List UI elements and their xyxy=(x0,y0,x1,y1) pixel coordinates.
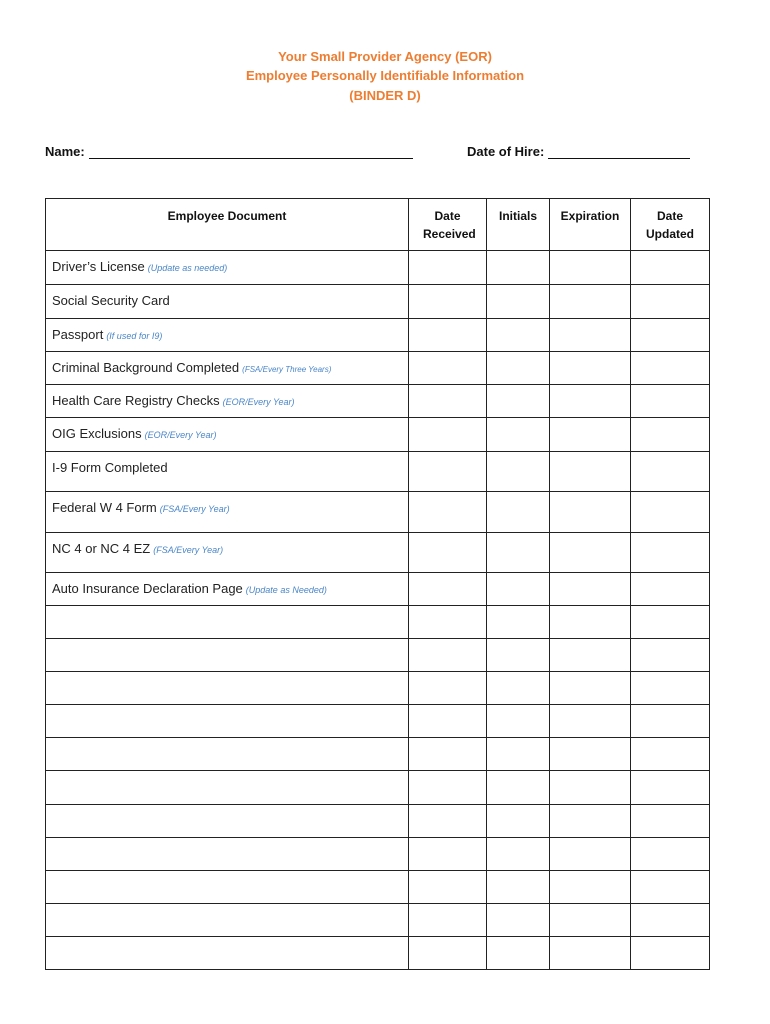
initials-cell[interactable] xyxy=(487,871,550,904)
table-row xyxy=(46,838,710,871)
date-received-cell[interactable] xyxy=(409,705,487,738)
initials-cell[interactable] xyxy=(487,838,550,871)
date-received-cell[interactable] xyxy=(409,285,487,319)
table-row xyxy=(46,738,710,771)
table-row xyxy=(46,771,710,805)
date-received-cell[interactable] xyxy=(409,533,487,573)
document-name: I-9 Form Completed xyxy=(52,460,168,475)
expiration-cell[interactable] xyxy=(550,573,631,606)
table-row xyxy=(46,251,710,285)
document-cell xyxy=(46,573,409,606)
initials-cell[interactable] xyxy=(487,771,550,805)
document-cell xyxy=(46,705,409,738)
form-title: Employee Personally Identifiable Information xyxy=(245,68,525,83)
initials-cell[interactable] xyxy=(487,738,550,771)
initials-cell[interactable] xyxy=(487,533,550,573)
document-cell xyxy=(46,871,409,904)
document-cell xyxy=(46,418,409,452)
col-date-received: Date Received xyxy=(409,199,487,251)
date-received-cell[interactable] xyxy=(409,418,487,452)
table-row xyxy=(46,418,710,452)
table-row xyxy=(46,385,710,418)
initials-cell[interactable] xyxy=(487,492,550,533)
date-updated-cell[interactable] xyxy=(631,285,710,319)
document-cell xyxy=(46,385,409,418)
date-received-cell[interactable] xyxy=(409,319,487,352)
initials-cell[interactable] xyxy=(487,606,550,639)
date-updated-cell[interactable] xyxy=(631,533,710,573)
date-of-hire-row xyxy=(467,144,690,159)
date-received-cell[interactable] xyxy=(409,904,487,937)
date-updated-cell[interactable] xyxy=(631,838,710,871)
date-updated-cell[interactable] xyxy=(631,937,710,970)
document-cell xyxy=(46,606,409,639)
table-row xyxy=(46,492,710,533)
table-row xyxy=(46,705,710,738)
table-row xyxy=(46,871,710,904)
date-updated-cell[interactable] xyxy=(631,738,710,771)
table-row xyxy=(46,452,710,492)
date-updated-cell[interactable] xyxy=(631,492,710,533)
expiration-cell[interactable] xyxy=(550,606,631,639)
table-row xyxy=(46,606,710,639)
document-cell xyxy=(46,771,409,805)
document-note: (EOR/Every Year) xyxy=(222,397,295,407)
name-field-row xyxy=(45,144,413,159)
document-cell xyxy=(46,492,409,533)
initials-cell[interactable] xyxy=(487,639,550,672)
date-received-cell[interactable] xyxy=(409,937,487,970)
initials-cell[interactable] xyxy=(487,285,550,319)
document-note: (Update as needed) xyxy=(147,263,228,273)
binder-label: (BINDER D) xyxy=(349,88,421,103)
document-cell xyxy=(46,838,409,871)
col-initials: Initials xyxy=(487,199,550,251)
date-updated-cell[interactable] xyxy=(631,705,710,738)
date-received-cell[interactable] xyxy=(409,352,487,385)
initials-cell[interactable] xyxy=(487,251,550,285)
col-expiration: Expiration xyxy=(550,199,631,251)
date-updated-cell[interactable] xyxy=(631,904,710,937)
document-name: Health Care Registry Checks xyxy=(52,393,220,408)
table-header-row xyxy=(46,199,710,251)
document-note: (Update as Needed) xyxy=(245,585,327,595)
date-received-cell[interactable] xyxy=(409,452,487,492)
expiration-cell[interactable] xyxy=(550,672,631,705)
document-name: Auto Insurance Declaration Page xyxy=(52,581,243,596)
document-cell xyxy=(46,352,409,385)
initials-cell[interactable] xyxy=(487,418,550,452)
expiration-cell[interactable] xyxy=(550,352,631,385)
document-note: (FSA/Every Year) xyxy=(159,504,230,514)
expiration-cell[interactable] xyxy=(550,319,631,352)
expiration-cell[interactable] xyxy=(550,452,631,492)
date-updated-cell[interactable] xyxy=(631,771,710,805)
initials-cell[interactable] xyxy=(487,385,550,418)
document-name: OIG Exclusions xyxy=(52,426,142,441)
initials-cell[interactable] xyxy=(487,937,550,970)
date-updated-cell[interactable] xyxy=(631,352,710,385)
date-received-cell[interactable] xyxy=(409,871,487,904)
document-cell xyxy=(46,937,409,970)
initials-cell[interactable] xyxy=(487,319,550,352)
col-date-updated: Date Updated xyxy=(631,199,710,251)
initials-cell[interactable] xyxy=(487,573,550,606)
date-received-cell[interactable] xyxy=(409,492,487,533)
expiration-cell[interactable] xyxy=(550,904,631,937)
initials-cell[interactable] xyxy=(487,705,550,738)
date-received-cell[interactable] xyxy=(409,251,487,285)
expiration-cell[interactable] xyxy=(550,639,631,672)
document-note: (If used for I9) xyxy=(106,331,163,341)
document-cell xyxy=(46,452,409,492)
document-cell xyxy=(46,672,409,705)
document-cell xyxy=(46,805,409,838)
date-received-cell[interactable] xyxy=(409,805,487,838)
col-employee-document: Employee Document xyxy=(46,199,409,251)
initials-cell[interactable] xyxy=(487,352,550,385)
document-name: Criminal Background Completed xyxy=(52,360,240,375)
expiration-cell[interactable] xyxy=(550,285,631,319)
expiration-cell[interactable] xyxy=(550,838,631,871)
date-updated-cell[interactable] xyxy=(631,319,710,352)
date-received-cell[interactable] xyxy=(409,639,487,672)
document-name: Federal W 4 Form xyxy=(52,500,157,515)
document-note: (FSA/Every Three Years) xyxy=(242,365,332,374)
expiration-cell[interactable] xyxy=(550,251,631,285)
document-cell xyxy=(46,738,409,771)
date-received-cell[interactable] xyxy=(409,838,487,871)
expiration-cell[interactable] xyxy=(550,738,631,771)
expiration-cell[interactable] xyxy=(550,533,631,573)
date-updated-cell[interactable] xyxy=(631,871,710,904)
date-updated-cell[interactable] xyxy=(631,251,710,285)
initials-cell[interactable] xyxy=(487,805,550,838)
document-cell xyxy=(46,533,409,573)
date-received-cell[interactable] xyxy=(409,672,487,705)
document-name: Driver’s License xyxy=(52,259,145,274)
date-received-cell[interactable] xyxy=(409,385,487,418)
expiration-cell[interactable] xyxy=(550,418,631,452)
document-cell xyxy=(46,904,409,937)
document-name: Passport xyxy=(52,327,104,342)
date-updated-cell[interactable] xyxy=(631,805,710,838)
table-row xyxy=(46,904,710,937)
initials-cell[interactable] xyxy=(487,904,550,937)
document-cell xyxy=(46,639,409,672)
table-row xyxy=(46,639,710,672)
document-note: (EOR/Every Year) xyxy=(144,430,217,440)
date-updated-cell[interactable] xyxy=(631,418,710,452)
table-row xyxy=(46,937,710,970)
initials-cell[interactable] xyxy=(487,672,550,705)
date-updated-cell[interactable] xyxy=(631,606,710,639)
agency-title: Your Small Provider Agency (EOR) xyxy=(278,49,492,64)
table-row xyxy=(46,805,710,838)
expiration-cell[interactable] xyxy=(550,771,631,805)
expiration-cell[interactable] xyxy=(550,805,631,838)
document-cell xyxy=(46,285,409,319)
initials-cell[interactable] xyxy=(487,452,550,492)
name-label: Name: xyxy=(45,144,85,159)
expiration-cell[interactable] xyxy=(550,492,631,533)
table-row xyxy=(46,285,710,319)
document-note: (FSA/Every Year) xyxy=(153,545,224,555)
date-received-cell[interactable] xyxy=(409,738,487,771)
table-row xyxy=(46,319,710,352)
expiration-cell[interactable] xyxy=(550,937,631,970)
table-row xyxy=(46,573,710,606)
document-name: Social Security Card xyxy=(52,293,170,308)
expiration-cell[interactable] xyxy=(550,705,631,738)
expiration-cell[interactable] xyxy=(550,385,631,418)
date-received-cell[interactable] xyxy=(409,771,487,805)
name-field[interactable] xyxy=(89,144,413,159)
table-row xyxy=(46,533,710,573)
table-row xyxy=(46,672,710,705)
date-received-cell[interactable] xyxy=(409,606,487,639)
document-cell xyxy=(46,319,409,352)
expiration-cell[interactable] xyxy=(550,871,631,904)
date-updated-cell[interactable] xyxy=(631,452,710,492)
date-received-cell[interactable] xyxy=(409,573,487,606)
table-row xyxy=(46,352,710,385)
date-of-hire-label: Date of Hire: xyxy=(467,144,545,159)
date-updated-cell[interactable] xyxy=(631,385,710,418)
document-cell xyxy=(46,251,409,285)
date-updated-cell[interactable] xyxy=(631,672,710,705)
date-of-hire-field[interactable] xyxy=(548,144,690,159)
document-table xyxy=(45,198,710,970)
date-updated-cell[interactable] xyxy=(631,639,710,672)
date-updated-cell[interactable] xyxy=(631,573,710,606)
document-name: NC 4 or NC 4 EZ xyxy=(52,541,151,556)
